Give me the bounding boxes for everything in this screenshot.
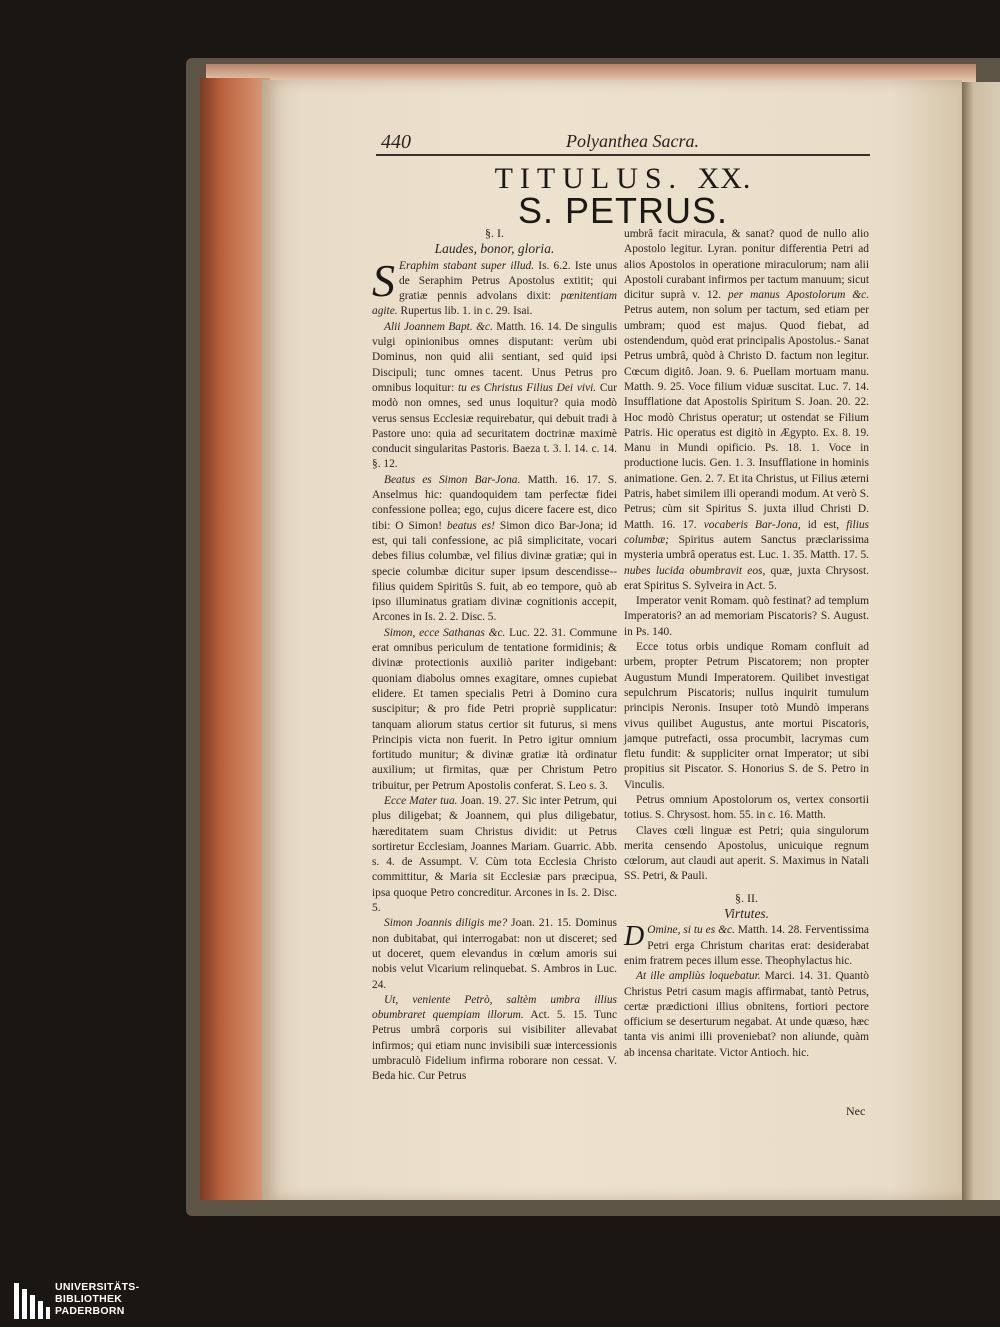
paragraph <box>372 254 618 320</box>
drop-cap: S <box>372 254 395 306</box>
citation-italic: Alii Joannem Bapt. &c. <box>384 320 493 333</box>
logo-line: BIBLIOTHEK <box>55 1293 123 1305</box>
citation-italic: per manus Apostolorum &c. <box>721 289 869 302</box>
header-rule <box>376 154 870 156</box>
citation-italic: filius columbæ; <box>624 518 869 546</box>
library-logo <box>14 1281 174 1321</box>
paragraph-text: Matth. 14. 28. Ferventissima Petri erga Christum charitas erat: desiderabat enim fratrem peces illum esse. Theophylactus hic. <box>624 924 869 967</box>
paragraph <box>372 320 617 473</box>
citation-italic: At ille ampliùs loquebatur. <box>636 970 761 983</box>
citation-italic: Eraphim stabant super illud. <box>399 259 535 272</box>
paragraph <box>372 473 617 626</box>
paragraph-text: Cur modò non omnes, sed unus loquitur? quia modò verus sensus Ecclesiæ requirebatur, qui debuit tradi à Pastore uno: quia ad securitatem doctrinæ maximè conducit singularitas Pastoris. Baeza t. 3. l. 14. c. 14. §. 12. <box>372 381 617 471</box>
section-mark: §. I. <box>485 226 504 240</box>
paragraph-text: quæ, juxta Chrysost. erat Spiritus S. Sylveira in Act. 5. <box>624 564 869 592</box>
paragraph-text: Petrus autem, non solum per tactum, sed etiam per umbram; quod est majus. Quod fiebat, ad ostendendum, quòd erat principalis Apostolus.- Sanat Petrus umbrâ, quòd à Christo D. factum non legitur. Cœcum digitô. Joan. 9. 6. Puellam mortuam manu. Matth. 9. 25. Voce filium viduæ suscitat. Luc. 7. 14. Insufflatione dat Apostolis Spiritum S. Joan. 20. 22. Hoc modò Christus operatur; ut ostendat se Filium Patris. Hic operatus est digitò in Ægypto. Ex. 8. 19. Manu in Mundi opificio. Ps. 18. 1. Voce in productione lucis. Gen. 1. 3. Insufflatione in hominis animatione. Gen. 2. 7. Et ita Christus, ut Filius æterni Patris, habet similem illi operandi modum. At verò S. Petrus; cùm sit Spiritus S. juxta illud Christi D. Matth. 16. 17. <box>624 304 869 531</box>
paragraph <box>372 794 617 916</box>
paragraph-text: umbrâ facit miracula, & sanat? quod de nullo alio Apostolo legitur. Lyran. ponitur differentia Petri ad alios Apostolos in operatione miraculorum; nam alii Apostoli curabant infirmos per tactum manuum; sicut dicitur suprà v. 12. <box>624 228 869 302</box>
logo-line: UNIVERSITÄTS- <box>55 1281 140 1293</box>
paragraph-text: Matth. 16. 14. De singulis vulgi opinionibus omnes disputant: verùm ubi Dominus, non quid alii sentiant, sed quid ipsi Discipuli; tunc omnes tacent. Unus Petrus pro omnibus loquitur: <box>372 320 617 394</box>
paragraph-text: id est, <box>800 518 840 531</box>
paragraph-text: Marci. 14. 31. Quantò Christus Petri casum magis affirmabat, tantò Petrus, certæ prædictioni illius obnitens, fortiori pectore officium se deserturum negabat. At unde quæso, hæc tanta vis animi illi proveniebat? non aliunde, quàm ab incensa charitate. Victor Antioch. hic. <box>624 970 869 1059</box>
left-column <box>372 226 617 1085</box>
page-block-red-edge <box>200 78 270 1200</box>
drop-cap: D <box>624 921 645 953</box>
paragraph-text: Matth. 16. 17. S. Anselmus hic: quandoquidem tam perfectæ fidei confessione pollea; ego, cujus dicere facere est, dico tibi: O Simon! <box>372 473 617 532</box>
citation-italic: beatus es! <box>442 519 495 532</box>
paragraph-text: Joan. 21. 15. Dominus non dubitabat, qui interrogabat: non ut disceret; sed ut doceret, quem elevandus in cœlum amoris sui nobis velut Vicarium relinquebat. S. Ambros in Luc. 24. <box>372 917 617 991</box>
paragraph: Imperator venit Romam. quò festinat? ad templum Imperatoris? an ad memoriam Piscatoris? S. August. in Ps. 140. <box>624 595 869 638</box>
citation-italic: pœnitentiam agite. <box>372 290 618 318</box>
section-title: Virtutes. <box>723 906 770 922</box>
citation-italic: Simon, ecce Sathanas &c. <box>384 626 506 639</box>
paragraph <box>624 923 869 969</box>
citation-italic: nubes lucida obumbravit eos, <box>624 564 766 577</box>
citation-italic: Ut, veniente Petrò, saltèm umbra illius obumbraret quempiam illorum. <box>372 993 617 1022</box>
paragraph: Claves cœli linguæ est Petri; quia singulorum merita censendo Apostolus, unicuique regnum cœlorum, aut claudi aut aperit. S. Maximus in Natali SS. Petri, & Pauli. <box>624 824 869 883</box>
citation-italic: vocaberis Bar-Jona, <box>696 518 801 531</box>
right-column <box>624 227 869 1061</box>
paragraph <box>624 227 869 594</box>
section-title: Laudes, bonor, gloria. <box>434 241 555 257</box>
chapter-title: S. PETRUS. <box>517 190 729 231</box>
paragraph-text: Simon dico Bar-Jona; id est, qui tali confessione, ac piâ simplicitate, vocari debes filius columbæ, vel filius divinæ gratiæ; qui in specie columbæ dicitur super ipsum descendisse-- filius quidem Spiritûs S. fuit, ab eo tempore, quò ab ipso illuminatus gratiam divinæ cognitionis accepit, Arcones in Is. 2. 2. Disc. 5. <box>372 519 617 624</box>
citation-italic: Ecce Mater tua. <box>384 794 458 807</box>
paragraph-text: Spiritus autem Sanctus præclarissima mysteria umbrâ operatus est. Luc. 1. 35. Matth. 17. 5. <box>624 533 869 562</box>
paragraph <box>372 993 617 1085</box>
citation-italic: tu es Christus Filius Dei vivi. <box>454 381 597 394</box>
citation-italic: Beatus es Simon Bar-Jona. <box>384 473 521 486</box>
citation-italic: Omine, si tu es &c. <box>647 924 735 937</box>
catchword: Nec <box>846 1104 866 1118</box>
paragraph-text: Is. 6.2. Iste unus de Seraphim Petrus Apostolus extitit; qui gratiæ pennis advolans dixit: <box>399 259 618 303</box>
paragraph-text: Act. 5. 15. Tunc Petrus umbrâ corporis sui visibiliter allevabat infirmos; qui etiam nunc invisibili suæ intercessionis umbraculò Fidelium infirma roborare non cessat. V. Beda hic. Cur Petrus <box>372 1009 618 1083</box>
paragraph <box>624 969 869 1061</box>
facing-page-edge <box>962 82 1000 1200</box>
paragraph-text: Rupertus lib. 1. in c. 29. Isai. <box>397 305 533 318</box>
titulus-number: XX. <box>697 162 752 195</box>
paragraph <box>372 626 617 794</box>
library-logo-text <box>55 1281 139 1317</box>
library-logo-icon <box>14 1283 50 1319</box>
paragraph <box>372 916 617 992</box>
titulus-word: TITULUS. <box>494 162 684 195</box>
logo-line: PADERBORN <box>55 1305 125 1317</box>
citation-italic: Simon Joannis diligis me? <box>384 917 508 930</box>
paragraph-text: Joan. 19. 27. Sic inter Petrum, qui plus diligebat; & Joannem, qui plus diligebatur, hæreditatem suam Christus dividit: ut Petrus sortiretur Ecclesiam, Joannes Mariam. Guarric. Abb. s. 4. de Assumpt. V. Cùm tota Ecclesia Christo committitur, & Maria sit Ecclesiæ pars præcipua, ipsa quoque Petro concreditur. Arcones in Is. 2. Disc. 5. <box>372 794 618 915</box>
paragraph: Ecce totus orbis undique Romam confluit ad urbem, propter Petrum Piscatorem; non propter Augustum Mundi Imperatorem. Quilibet investigat sepulchrum Piscatoris; nullus inquirit tumulum principis Neronis. Insuper totò Mundò imperans vivus quilibet Augustus, ante mortui Piscatoris, jamque putrefacti, ossa procumbit, lacrymas cum fletu fundit: & suppliciter ornat Imperator; ut sibi propitius sit Piscator. S. Honorius S. de S. Petro in Vinculis. <box>624 641 869 791</box>
paragraph: Petrus omnium Apostolorum os, vertex consortii totius. S. Chrysost. hom. 55. in c. 16. Matth. <box>624 793 869 822</box>
running-title: Polyanthea Sacra. <box>566 131 699 151</box>
page-number: 440 <box>381 131 411 153</box>
section-mark: §. II. <box>735 890 758 905</box>
paragraph-text: Luc. 22. 31. Commune erat omnibus periculum de tentatione formidinis; & divinæ protectionis auxiliò pariter indigebant: quoniam diabolus omnes exagitare, omnes cupiebat elidere. Et tamen specialis Petri à Domino cura suscipitur; & pro fide Petri propriè supplicatur: tanquam aliorum status certior sit futurus, si mens Principis victa non fuerit. In Petro igitur omnium fortitudo munitur; & divinæ gratiæ ità ordinatur auxilium; ut firmitas, quæ per Christum Petro tribuitur, per Petrum Apostolis conferat. S. Leo s. 3. <box>372 626 617 792</box>
